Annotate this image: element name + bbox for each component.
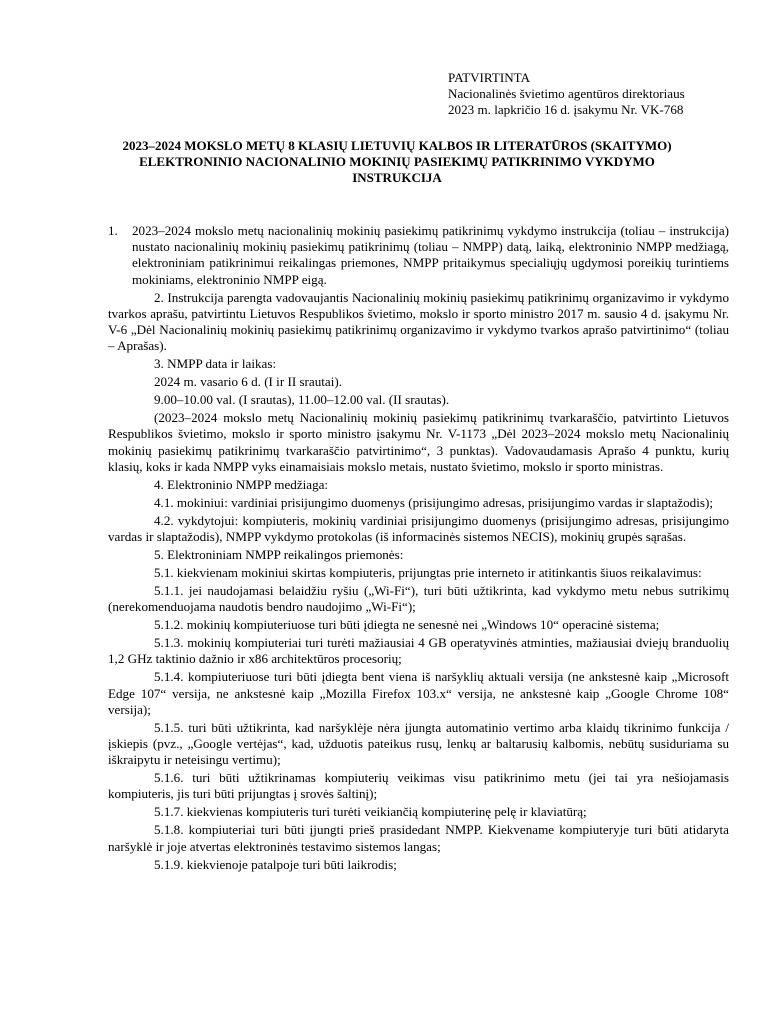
- paragraph-4-2: 4.2. vykdytojui: kompiuteris, mokinių vardiniai prisijungimo duomenys (prisijungimo adresas, prisijungimo vardas ir slaptažodis), NMPP vykdymo protokolas (iš informacinės sistemos NECIS), mokinių grupės sąrašas.: [108, 512, 729, 545]
- document-body: [108, 223, 729, 875]
- paragraph-2: 2. Instrukcija parengta vadovaujantis Nacionalinių mokinių pasiekimų patikrinimų organizavimo ir vykdymo tvarkos aprašu, patvirtintu Lietuvos Respublikos švietimo, mokslo ir sporto ministro 2017 m. sausio 4 d. įsakymu Nr. V-6 „Dėl Nacionalinių mokinių pasiekimų patikrinimų organizavimo ir vykdymo tvarkos aprašo patvirtinimo“ (toliau – Aprašas).: [108, 289, 729, 354]
- paragraph-3: 3. NMPP data ir laikas:: [154, 356, 277, 372]
- paragraph-4: 4. Elektroninio NMPP medžiaga:: [154, 476, 329, 492]
- approval-order: 2023 m. lapkričio 16 d. įsakymu Nr. VK-768: [448, 102, 684, 118]
- paragraph-3-date: 2024 m. vasario 6 d. (I ir II srautai).: [154, 374, 342, 390]
- paragraph-5-1-7: 5.1.7. kiekvienas kompiuteris turi turėti veikiančią kompiuterinę pelę ir klaviatūrą;: [154, 804, 587, 820]
- paragraph-1-text: 2023–2024 mokslo metų nacionalinių mokinių pasiekimų patikrinimų vykdymo instrukcija (toliau – instrukcija) nustato nacionalinių mokinių pasiekimų patikrinimų (toliau – NMPP) datą, laiką, elektroninio NMPP medžiagą, elektroniniam patikrinimui reikalingas priemones, NMPP pritaikymus specialiųjų ugdymosi poreikių turintiems mokiniams, elektroninio NMPP eigą.: [132, 223, 729, 287]
- paragraph-1: [108, 223, 729, 288]
- paragraph-5-1-6: 5.1.6. turi būti užtikrinamas kompiuterių veikimas visu patikrinimo metu (jei tai yra nešiojamasis kompiuteris, jis turi būti prijungtas į srovės šaltinį);: [108, 770, 729, 802]
- document-title: 2023–2024 MOKSLO METŲ 8 KLASIŲ LIETUVIŲ KALBOS IR LITERATŪROS (SKAITYMO) ELEKTRONINIO NACIONALINIO MOKINIŲ PASIEKIMŲ PATIKRINIMO VYKDYMO INSTRUKCIJA: [122, 138, 672, 186]
- paragraph-5-1-5: 5.1.5. turi būti užtikrinta, kad naršyklėje nėra įjungta automatinio vertimo arba klaidų tikrinimo funkcija / įskiepis (pvz., „Google vertėjas“, kad, užduotis pateikus rusų, lenkų ar baltarusių kalbomis, nebūtų susiduriama su iškraipytu ir neteisingu vertimu);: [108, 719, 729, 768]
- paragraph-5: 5. Elektroniniam NMPP reikalingos priemonės:: [154, 547, 404, 563]
- paragraph-3-note: (2023–2024 mokslo metų Nacionalinių mokinių pasiekimų patikrinimų tvarkaraščio, patvirtinto Lietuvos Respublikos švietimo, mokslo ir sporto ministro įsakymu Nr. V-1173 „Dėl 2023–2024 mokslo metų Nacionalinių mokinių pasiekimų patikrinimų tvarkaraščio patvirtinimo“, 3 punktas). Vadovaudamasis Aprašo 4 punktu, kurių klasių, koks ir kada NMPP vyks einamaisiais mokslo metais, nustato švietimo, mokslo ir sporto ministras.: [108, 410, 729, 474]
- paragraph-5-1-3: 5.1.3. mokinių kompiuteriai turi turėti mažiausiai 4 GB operatyvinės atminties, mažiausiai dviejų branduolių 1,2 GHz taktinio dažnio ir x86 architektūros procesorių;: [108, 635, 729, 667]
- approval-issuer: Nacionalinės švietimo agentūros direktoriaus: [448, 86, 685, 102]
- paragraph-5-1-8: 5.1.8. kompiuteriai turi būti įjungti prieš prasidedant NMPP. Kiekvename kompiuteryje turi būti atidaryta naršyklė ir joje atvertas elektroninės testavimo sistemos langas;: [108, 822, 729, 854]
- approval-heading: PATVIRTINTA: [448, 70, 531, 85]
- paragraph-3-time: 9.00–10.00 val. (I srautas), 11.00–12.00 val. (II srautas).: [154, 392, 450, 408]
- approval-block: [448, 70, 748, 119]
- paragraph-5-1-4: 5.1.4. kompiuteriuose turi būti įdiegta bent viena iš naršyklių aktuali versija (ne ankstesnė kaip „Microsoft Edge 107“ versija, ne ankstesnė kaip „Mozilla Firefox 103.x“ versija, ne ankstesnė kaip „Google Chrome 108“ versija);: [108, 669, 729, 717]
- paragraph-5-1-1: 5.1.1. jei naudojamasi belaidžiu ryšiu („Wi-Fi“), turi būti užtikrinta, kad vykdymo metu nebus sutrikimų (nerekomenduojama naudotis bendro naudojimo „Wi-Fi“);: [108, 583, 729, 615]
- paragraph-5-1: 5.1. kiekvienam mokiniui skirtas kompiuteris, prijungtas prie interneto ir atitinkantis šiuos reikalavimus:: [154, 565, 702, 581]
- paragraph-1-number: 1.: [108, 223, 118, 238]
- paragraph-5-1-9: 5.1.9. kiekvienoje patalpoje turi būti laikrodis;: [154, 856, 397, 872]
- paragraph-4-1: 4.1. mokiniui: vardiniai prisijungimo duomenys (prisijungimo adresas, prisijungimo vardas ir slaptažodis);: [154, 494, 713, 510]
- paragraph-5-1-2: 5.1.2. mokinių kompiuteriuose turi būti įdiegta ne senesnė nei „Windows 10“ operacinė sistema;: [154, 617, 660, 633]
